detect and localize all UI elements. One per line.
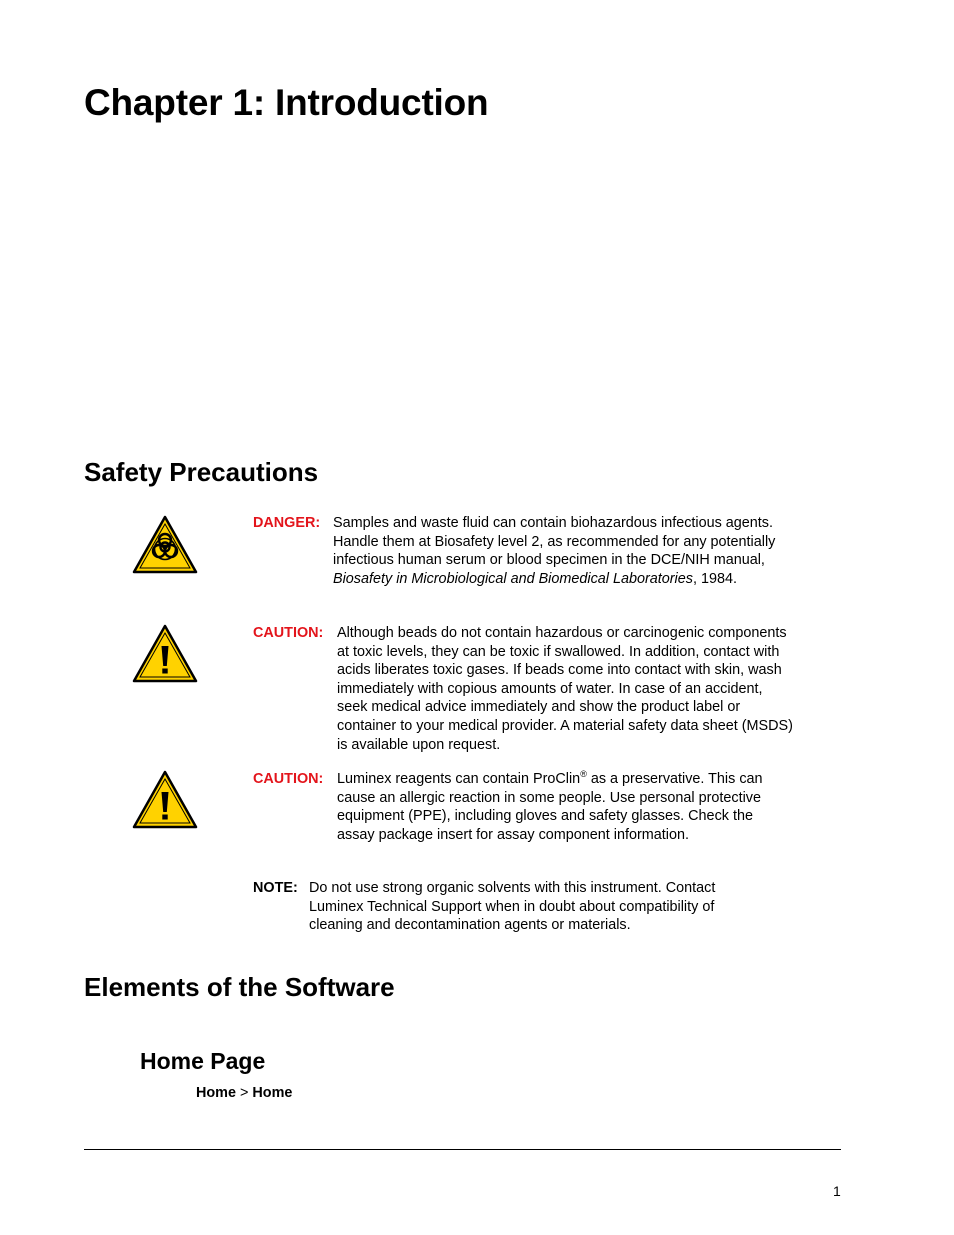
caution-notice-beads [253,624,793,754]
caution-label: CAUTION: [253,625,324,641]
breadcrumb-item: Home [196,1085,236,1101]
danger-label: DANGER: [253,515,321,531]
warning-triangle-icon [132,770,198,830]
note-label: NOTE: [253,880,298,896]
breadcrumb-separator: > [239,1085,249,1101]
note-notice [253,879,793,935]
danger-notice [253,514,793,588]
safety-precautions-heading: Safety Precautions [84,457,319,487]
biohazard-icon [132,515,198,575]
warning-triangle-icon [132,624,198,684]
page-number: 1 [833,1183,841,1199]
home-page-heading: Home Page [140,1048,266,1074]
caution-text: Although beads do not contain hazardous or carcinogenic components at toxic levels, they can be toxic if swallowed. In addition, contact with acids liberates toxic gases. If beads come into contact with skin, wash immediately with copious amounts of water. In case of an accident, seek medical advice immediately and show the product label or container to your medical provider. A material safety data sheet (MSDS) is available upon request. [337,625,793,753]
breadcrumb [196,1085,292,1101]
footer-divider [84,1149,841,1150]
note-text: Do not use strong organic solvents with this instrument. Contact Luminex Technical Support when in doubt about compatibility of cleaning and decontamination agents or materials. [309,880,716,934]
caution-text: Luminex reagents can contain ProClin® as a preservative. This can cause an allergic reaction in some people. Use personal protective equipment (PPE), including gloves and safety glasses. Check the assay package insert for assay component information. [337,769,763,843]
caution-label: CAUTION: [253,771,324,787]
breadcrumb-item: Home [252,1085,293,1101]
chapter-title: Chapter 1: Introduction [84,82,489,123]
caution-notice-reagents [253,770,793,844]
danger-text: Samples and waste fluid can contain biohazardous infectious agents. Handle them at Biosafety level 2, as recommended for any potentially infectious human serum or blood specimen in the DCE/NIH manual, Biosafety in Microbiological and Biomedical Laboratories, 1984. [333,515,776,587]
elements-heading: Elements of the Software [84,972,395,1002]
